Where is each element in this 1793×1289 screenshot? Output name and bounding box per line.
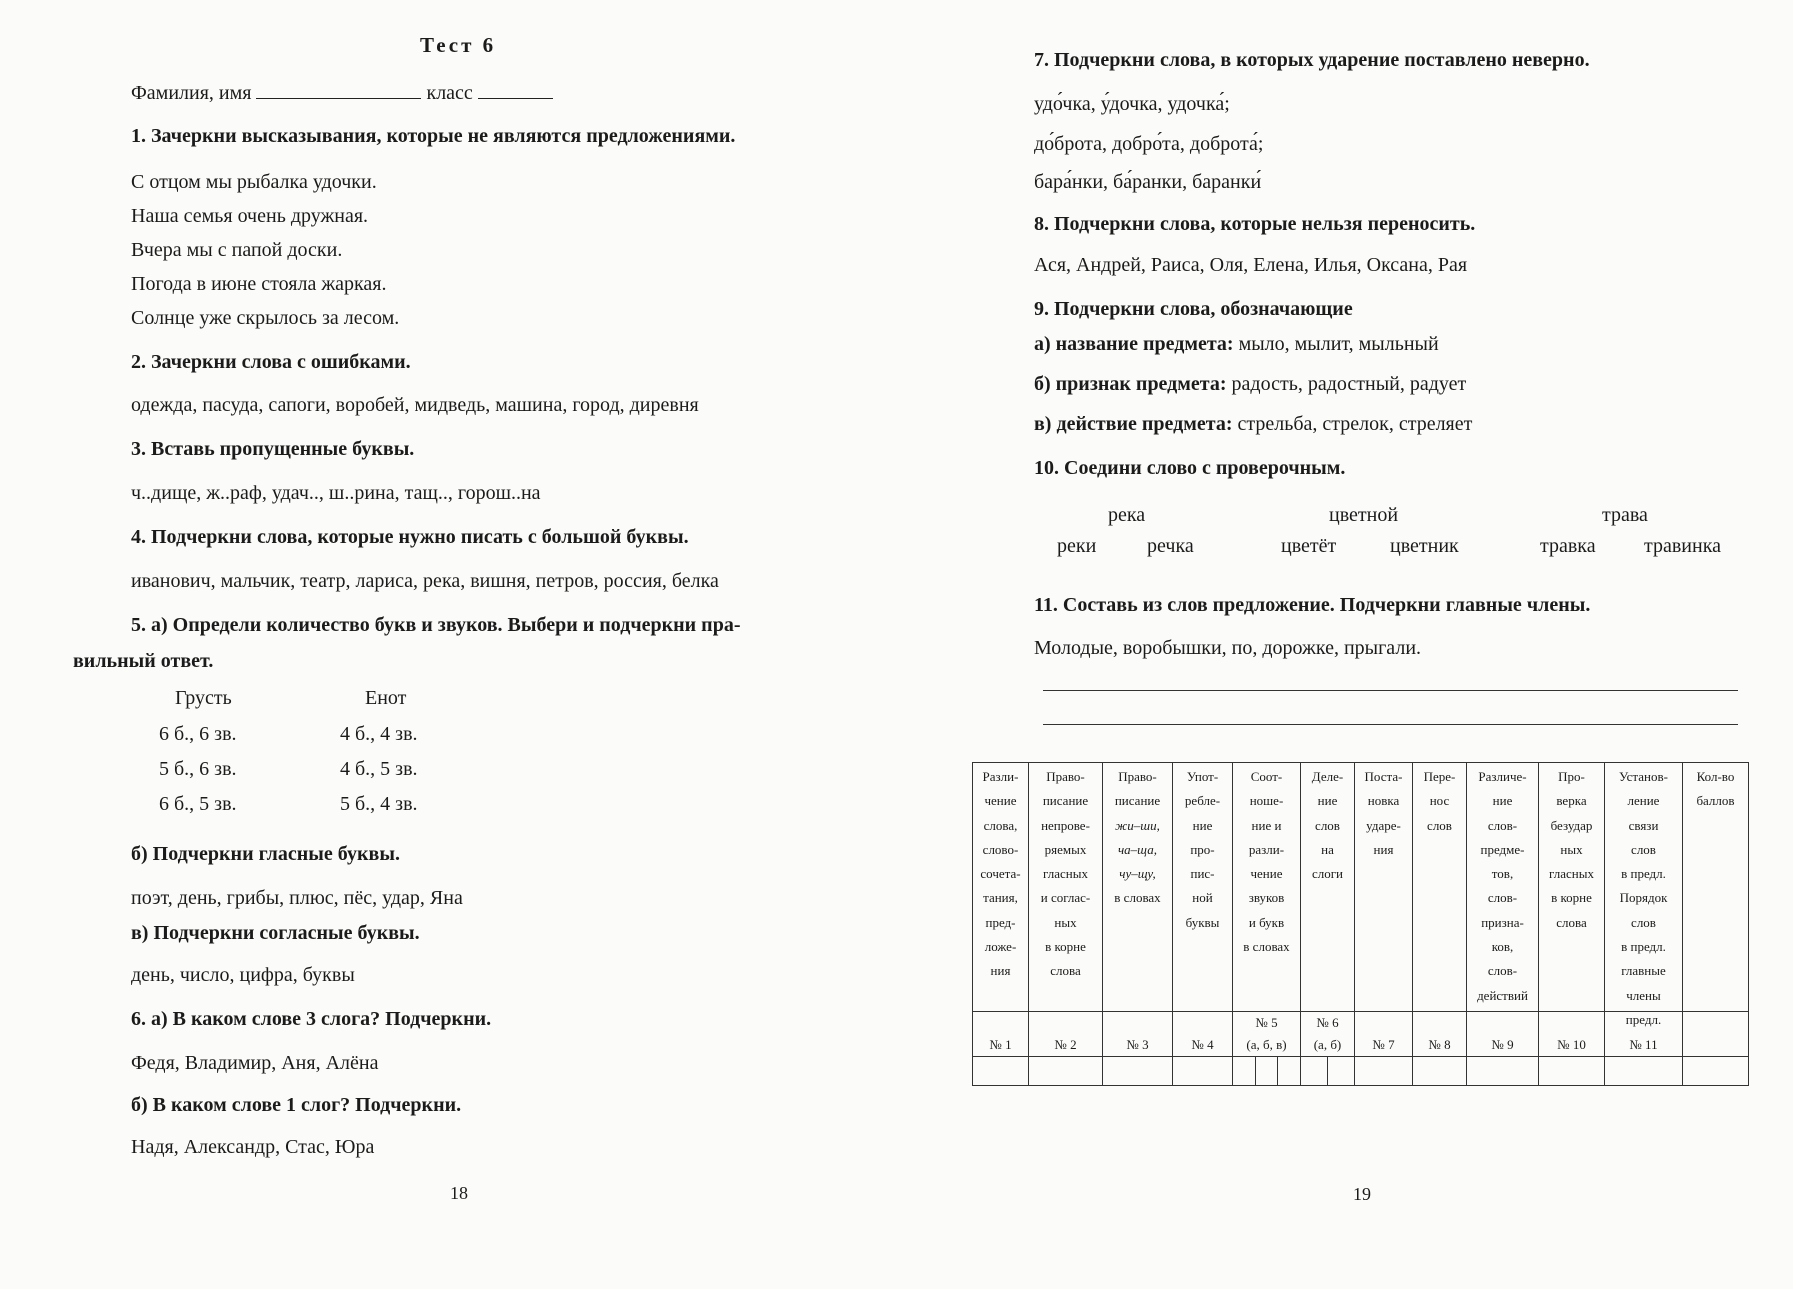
table-header-text: слова <box>1050 963 1081 979</box>
table-header-text: слов <box>1315 817 1340 833</box>
q9-c-label: в) действие предмета: <box>1034 413 1233 435</box>
table-number-text: № 2 <box>1054 1037 1077 1052</box>
q11-title: 11. Составь из слов предложение. Подчеркни главные члены. <box>1034 594 1591 616</box>
q5-col1-header: Грусть <box>175 687 232 709</box>
table-header-text: Право- <box>1046 769 1085 784</box>
table-header-text: безудар <box>1550 817 1593 833</box>
q5-option: 5 б., 4 зв. <box>340 793 418 815</box>
q9-a-label: а) название предмета: <box>1034 333 1234 355</box>
score-cell[interactable] <box>1103 1057 1173 1086</box>
table-header-text: и букв <box>1248 914 1285 930</box>
q10-word: цветной <box>1329 504 1399 526</box>
table-header-text: в словах <box>1243 939 1290 955</box>
table-number-text: № 9 <box>1491 1037 1514 1052</box>
table-header-text: Про- <box>1558 769 1585 784</box>
q6a-text: Федя, Владимир, Аня, Алёна <box>131 1052 379 1074</box>
score-cell[interactable] <box>1233 1057 1301 1086</box>
table-header-text: Различе- <box>1478 769 1527 784</box>
table-header-text: новка <box>1367 793 1400 809</box>
table-header-text: ных <box>1560 841 1583 857</box>
table-number-cell <box>1539 1012 1605 1057</box>
table-header-text: слоги <box>1311 866 1344 882</box>
q9-a <box>1034 332 1439 356</box>
score-cell[interactable] <box>1413 1057 1467 1086</box>
q1-line: Наша семья очень дружная. <box>131 205 369 227</box>
table-header-cell <box>1683 763 1749 1012</box>
table-header-cell <box>1029 763 1103 1012</box>
q10-word: река <box>1108 504 1146 526</box>
q10-check: цветёт <box>1281 535 1337 557</box>
table-score-row <box>973 1057 1749 1086</box>
table-number-cell <box>1413 1012 1467 1057</box>
q5c-text: день, число, цифра, буквы <box>131 964 355 986</box>
q3-text: ч..дище, ж..раф, удач.., ш..рина, тащ.., горош..на <box>131 482 541 504</box>
q9-b <box>1034 372 1466 396</box>
table-header-text: ния <box>1373 841 1394 857</box>
q10-check: травинка <box>1644 535 1722 557</box>
table-number-cell <box>1173 1012 1233 1057</box>
table-number-text: № 4 <box>1191 1037 1214 1052</box>
table-header-text: ноше- <box>1249 793 1284 809</box>
table-header-text: ударе- <box>1366 817 1401 833</box>
table-number-cell <box>973 1012 1029 1057</box>
table-header-text: писание <box>1042 793 1089 809</box>
table-header-text: непрове- <box>1041 817 1090 833</box>
table-header-cell <box>1103 763 1173 1012</box>
table-header-text: предл. <box>1625 1011 1662 1027</box>
table-header-text: Порядок <box>1619 890 1668 906</box>
score-cell[interactable] <box>1355 1057 1413 1086</box>
q5b-title: б) Подчеркни гласные буквы. <box>131 843 400 865</box>
score-table <box>972 762 1749 1086</box>
q7-line: бара́нки, ба́ранки, баранки́ <box>1034 171 1262 193</box>
table-header-text: главные <box>1621 963 1666 979</box>
table-header-text: слов <box>1631 914 1656 930</box>
table-header-text: звуков <box>1248 890 1285 906</box>
q9-c-text: стрельба, стрелок, стреляет <box>1232 413 1473 435</box>
q6a-title: 6. а) В каком слове 3 слога? Подчеркни. <box>131 1008 492 1030</box>
table-header-text: писание <box>1114 793 1161 809</box>
q1-line: С отцом мы рыбалка удочки. <box>131 171 377 193</box>
table-header-text: слов- <box>1487 963 1518 979</box>
table-header-text: разли- <box>1248 841 1285 857</box>
table-header-text: в словах <box>1114 890 1161 906</box>
name-label: Фамилия, имя <box>131 82 252 104</box>
q9-c <box>1034 412 1472 436</box>
q7-line: до́брота, добро́та, доброта́; <box>1034 133 1264 155</box>
table-number-cell <box>1029 1012 1103 1057</box>
table-header-cell <box>1301 763 1355 1012</box>
table-header-text: ребле- <box>1184 793 1221 809</box>
score-cell[interactable] <box>1301 1057 1355 1086</box>
q5-title-line2: вильный ответ. <box>73 650 214 672</box>
table-number-text: № 6 (а, б) <box>1313 1015 1342 1052</box>
table-header-text: Пере- <box>1423 769 1456 784</box>
q5b-text: поэт, день, грибы, плюс, пёс, удар, Яна <box>131 887 463 909</box>
table-header-text: ложе- <box>984 939 1017 955</box>
table-header-text: Кол-во <box>1696 769 1735 784</box>
table-header-text: баллов <box>1696 793 1735 809</box>
q5-option: 5 б., 6 зв. <box>159 758 237 780</box>
table-header-text: слов <box>1631 841 1656 857</box>
q5-option: 6 б., 6 зв. <box>159 723 237 745</box>
q5c-title: в) Подчеркни согласные буквы. <box>131 922 420 944</box>
q5-option: 4 б., 4 зв. <box>340 723 418 745</box>
table-header-text: Соот- <box>1250 769 1283 784</box>
table-header-text: в предл. <box>1621 866 1666 882</box>
table-header-text: слова <box>1556 914 1587 930</box>
table-header-text: действий <box>1477 987 1528 1003</box>
test-title: Тест 6 <box>420 33 497 57</box>
table-header-text: буквы <box>1185 914 1220 930</box>
q2-title: 2. Зачеркни слова с ошибками. <box>131 351 411 373</box>
table-header-text: нос <box>1429 793 1450 809</box>
score-cell[interactable] <box>1605 1057 1683 1086</box>
q8-text: Ася, Андрей, Раиса, Оля, Елена, Илья, Оксана, Рая <box>1034 254 1468 276</box>
table-header-text: пред- <box>985 914 1016 930</box>
table-header-text: на <box>1321 841 1334 857</box>
q10-word: трава <box>1602 504 1648 526</box>
q4-text: иванович, мальчик, театр, лариса, река, вишня, петров, россия, белка <box>131 570 719 592</box>
table-number-text: № 5 (а, б, в) <box>1246 1015 1287 1052</box>
table-number-text: № 1 <box>989 1037 1012 1052</box>
name-blank[interactable] <box>256 80 421 99</box>
score-cell[interactable] <box>1029 1057 1103 1086</box>
table-header-text: слов- <box>1487 890 1518 906</box>
q7-line: удо́чка, у́дочка, удочка́; <box>1034 93 1230 115</box>
table-header-text: чение <box>984 793 1017 809</box>
table-header-text: сочета- <box>980 866 1021 882</box>
table-header-text: в корне <box>1045 939 1086 955</box>
table-header-row <box>973 763 1749 1012</box>
q7-title: 7. Подчеркни слова, в которых ударение поставлено неверно. <box>1034 49 1590 71</box>
q5-title-line1: 5. а) Определи количество букв и звуков. Выбери и подчеркни пра- <box>131 614 741 636</box>
table-number-text: № 3 <box>1126 1037 1149 1052</box>
table-number-cell <box>1103 1012 1173 1057</box>
table-header-text: ряемых <box>1044 841 1087 857</box>
table-header-text: верка <box>1556 793 1587 809</box>
table-header-text: ков, <box>1491 939 1514 955</box>
q2-text: одежда, пасуда, сапоги, воробей, мидведь, машина, город, диревня <box>131 394 699 416</box>
table-header-cell <box>1605 763 1683 1027</box>
table-header-text: ной <box>1192 890 1213 906</box>
table-header-text: про- <box>1190 841 1215 857</box>
q4-title: 4. Подчеркни слова, которые нужно писать с большой буквы. <box>131 526 689 548</box>
table-header-text: тов, <box>1491 866 1514 882</box>
table-header-text: Деле- <box>1311 769 1344 784</box>
table-header-text: слова, <box>983 817 1018 833</box>
q1-line: Погода в июне стояла жаркая. <box>131 273 387 295</box>
table-number-text: № 7 <box>1372 1037 1395 1052</box>
table-header-cell <box>1413 763 1467 1012</box>
q10-check: речка <box>1147 535 1194 557</box>
q9-b-text: радость, радостный, радует <box>1226 373 1467 395</box>
table-header-text: слов <box>1427 817 1452 833</box>
q11-text: Молодые, воробышки, по, дорожке, прыгали. <box>1034 637 1422 659</box>
q1-title: 1. Зачеркни высказывания, которые не являются предложениями. <box>131 125 736 147</box>
table-header-text: связи <box>1628 817 1659 833</box>
table-header-cell <box>1467 763 1539 1012</box>
table-number-text: № 8 <box>1428 1037 1451 1052</box>
q1-line: Вчера мы с папой доски. <box>131 239 343 261</box>
score-cell[interactable] <box>1539 1057 1605 1086</box>
q6b-title: б) В каком слове 1 слог? Подчеркни. <box>131 1094 462 1116</box>
table-number-cell <box>1301 1012 1355 1057</box>
table-header-text: тания, <box>983 890 1018 906</box>
table-header-text: жи–ши, <box>1115 817 1160 833</box>
class-label: класс <box>426 82 473 104</box>
table-header-text: и соглас- <box>1040 890 1091 906</box>
table-header-text: чение <box>1250 866 1283 882</box>
q10-check: цветник <box>1390 535 1459 557</box>
q10-title: 10. Соедини слово с проверочным. <box>1034 457 1346 479</box>
score-cell[interactable] <box>973 1057 1029 1086</box>
table-header-text: ния <box>990 963 1011 979</box>
table-header-text: слово- <box>982 841 1019 857</box>
table-header-text: Право- <box>1118 769 1157 784</box>
table-number-cell <box>1467 1012 1539 1057</box>
table-number-text: № 11 <box>1629 1037 1658 1052</box>
table-header-text: чу–щу, <box>1119 866 1156 882</box>
table-number-cell <box>1683 1012 1749 1057</box>
table-number-cell <box>1355 1012 1413 1057</box>
table-header-text: гласных <box>1043 866 1088 882</box>
table-header-cell <box>1173 763 1233 1012</box>
q5-option: 4 б., 5 зв. <box>340 758 418 780</box>
table-header-text: члены <box>1626 987 1661 1003</box>
table-header-text: ных <box>1054 914 1077 930</box>
table-header-cell <box>1233 763 1301 1012</box>
table-header-text: Упот- <box>1186 769 1219 784</box>
page-number: 18 <box>450 1183 468 1203</box>
table-header-text: Поста- <box>1364 769 1403 784</box>
table-header-text: ление <box>1627 793 1660 809</box>
answer-line[interactable] <box>1043 724 1738 725</box>
table-header-text: в корне <box>1551 890 1592 906</box>
q3-title: 3. Вставь пропущенные буквы. <box>131 438 415 460</box>
answer-line[interactable] <box>1043 690 1738 691</box>
table-header-text: предме- <box>1480 841 1525 857</box>
page-number: 19 <box>1353 1184 1371 1204</box>
table-number-cell <box>1233 1012 1301 1057</box>
table-header-text: ние <box>1317 793 1338 809</box>
q8-title: 8. Подчеркни слова, которые нельзя переносить. <box>1034 213 1476 235</box>
table-header-text: в предл. <box>1621 939 1666 955</box>
score-cell[interactable] <box>1467 1057 1539 1086</box>
table-header-text: ние и <box>1251 817 1282 833</box>
table-header-text: ча–ща, <box>1117 841 1158 857</box>
score-cell[interactable] <box>1173 1057 1233 1086</box>
table-header-cell <box>1539 763 1605 1012</box>
q10-check: реки <box>1057 535 1097 557</box>
table-header-text: Установ- <box>1619 769 1668 784</box>
q1-line: Солнце уже скрылось за лесом. <box>131 307 400 329</box>
table-header-cell <box>1355 763 1413 1012</box>
q5-col2-header: Енот <box>365 687 407 709</box>
table-header-cell <box>973 763 1029 1012</box>
table-header-text: пис- <box>1190 866 1215 882</box>
score-cell[interactable] <box>1683 1057 1749 1086</box>
table-number-text: № 10 <box>1557 1037 1586 1052</box>
table-header-text: призна- <box>1481 914 1524 930</box>
right-page <box>900 0 1793 1289</box>
class-blank[interactable] <box>478 80 553 99</box>
q9-a-text: мыло, мылит, мыльный <box>1233 333 1439 355</box>
q9-b-label: б) признак предмета: <box>1034 373 1227 395</box>
table-header-text: Разли- <box>982 769 1019 784</box>
table-header-text: ние <box>1492 793 1513 809</box>
name-line <box>131 80 553 105</box>
table-header-text: ние <box>1192 817 1213 833</box>
q5-option: 6 б., 5 зв. <box>159 793 237 815</box>
table-header-text: слов- <box>1487 817 1518 833</box>
table-header-text: гласных <box>1549 866 1594 882</box>
q9-title: 9. Подчеркни слова, обозначающие <box>1034 298 1353 320</box>
q6b-text: Надя, Александр, Стас, Юра <box>131 1136 375 1158</box>
q10-check: травка <box>1540 535 1596 557</box>
